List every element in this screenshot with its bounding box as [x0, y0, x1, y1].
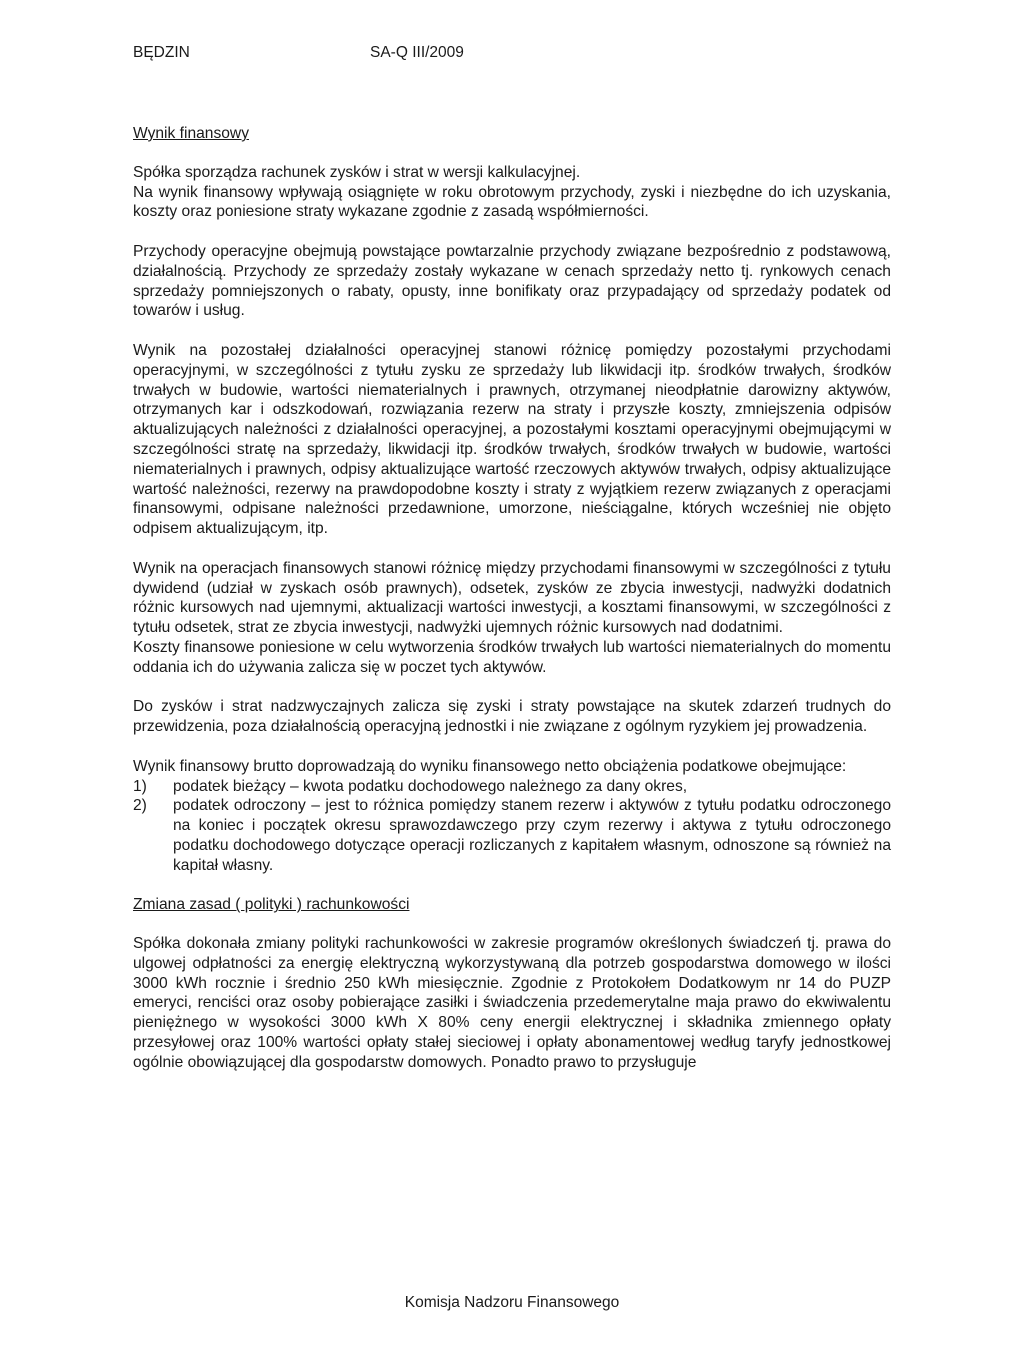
page-footer: Komisja Nadzoru Finansowego [404, 1294, 620, 1311]
list-item-text: podatek bieżący – kwota podatku dochodowego należnego za dany okres, [173, 777, 688, 795]
paragraph-4b: Koszty finansowe poniesione w celu wytworzenia środków trwałych lub wartości niematerialnych do momentu oddania ich do używania zalicza się w poczet tych aktywów. [133, 638, 891, 676]
paragraph-2: Przychody operacyjne obejmują powstające powtarzalnie przychody związane bezpośrednio z podstawową, działalnością. Przychody ze sprzedaży zostały wykazane w cenach sprzedaży netto tj. rynkowych cenach sprzedaży pomniejszonych o rabaty, opusty, inne bonifikaty oraz przypadający od sprzedaży podatek od towarów i usług. [133, 242, 891, 320]
paragraph-1b: Na wynik finansowy wpływają osiągnięte w roku obrotowym przychody, zyski i niezbędne do ich uzyskania, koszty oraz poniesione straty wykazane zgodnie z zasadą współmierności. [133, 183, 891, 221]
section-heading-zmiana-zasad: Zmiana zasad ( polityki ) rachunkowości [133, 896, 410, 914]
paragraph-7: Spółka dokonała zmiany polityki rachunkowości w zakresie programów określonych świadczeń tj. prawa do ulgowej odpłatności za energię elektryczną wykorzystywaną dla potrzeb gospodarstwa domowego w ilości 3000 kWh rocznie i średnio 250 kWh miesięcznie. Zgodnie z Protokołem Dodatkowym nr 14 do PUZP emeryci, renciści oraz osoby pobierające zasiłki i świadczenia przedemerytalne maja prawo do ekwiwalentu pieniężnego w wysokości 3000 kWh X 80% ceny energii elektrycznej i składnika zmiennego opłaty przesyłowej oraz 100% wartości opłaty stałej sieciowej i opłaty abonamentowej według taryfy jednostkowej ogólnie obowiązującej dla gospodarstw domowych. Ponadto prawo to przysługuje [133, 935, 891, 1071]
tax-list [133, 777, 891, 876]
paragraph-3: Wynik na pozostałej działalności operacyjnej stanowi różnicę pomiędzy pozostałymi przychodami operacyjnymi, w szczególności z tytułu zysku ze sprzedaży lub likwidacji itp. środków trwałych, środków trwałych w budowie, wartości niematerialnych i prawnych, otrzymanej nieodpłatnie darowizny aktywów, otrzymanych kar i odszkodowań, rozwiązania rezerw na straty i przyszłe koszty, zmniejszenia odpisów aktualizujących należności z działalności operacyjnej, a pozostałymi kosztami operacyjnymi obejmującymi w szczególności stratę na sprzedaży, likwidacji itp. środków trwałych, środków trwałych w budowie, wartości niematerialnych i prawnych, odpisy aktualizujące wartość rzeczowych aktywów trwałych, odpisy aktualizujące wartość należności, rezerwy na prawdopodobne koszty i straty z wyjątkiem rezerw związanych z operacjami finansowymi, odpisane należności przedawnione, umorzone, nieściągalne, których wcześniej nie objęto odpisem aktualizującym, itp. [133, 341, 891, 538]
list-item-number: 2) [133, 797, 147, 815]
list-item-number: 1) [133, 777, 147, 795]
list-item [133, 796, 891, 875]
header-company: BĘDZIN [133, 44, 190, 61]
header-report-id: SA-Q III/2009 [370, 44, 464, 61]
section-heading-wynik-finansowy: Wynik finansowy [133, 125, 249, 142]
paragraph-4a: Wynik na operacjach finansowych stanowi różnicę między przychodami finansowymi w szczególności z tytułu dywidend (udział w zyskach osób prawnych), odsetek, zysków ze zbycia inwestycji, nadwyżki dodatnich różnic kursowych nad ujemnymi, aktualizacji wartości inwestycji, a kosztami finansowymi, w szczególności z tytułu odsetek, strat ze zbycia inwestycji, nadwyżki ujemnych różnic kursowych nad dodatnimi. [133, 559, 891, 637]
document-body [133, 124, 891, 1092]
list-item [133, 777, 891, 797]
paragraph-5: Do zysków i strat nadzwyczajnych zalicza się zyski i straty powstające na skutek zdarzeń trudnych do przewidzenia, poza działalnością operacyjną jednostki i nie związane z ogólnym ryzykiem jej prowadzenia. [133, 698, 891, 736]
paragraph-1a: Spółka sporządza rachunek zysków i strat w wersji kalkulacyjnej. [133, 163, 581, 181]
paragraph-6: Wynik finansowy brutto doprowadzają do wyniku finansowego netto obciążenia podatkowe obejmujące: [133, 757, 847, 775]
page-header [133, 44, 893, 66]
list-item-text: podatek odroczony – jest to różnica pomiędzy stanem rezerw i aktywów z tytułu podatku odroczonego na koniec i początek okresu sprawozdawczego przy czym rezerwy i aktywa z tytułu odroczonego podatku dochodowego dotyczące operacji rozliczanych z kapitałem własnym, odnoszone są również na kapitał własny. [173, 797, 891, 874]
